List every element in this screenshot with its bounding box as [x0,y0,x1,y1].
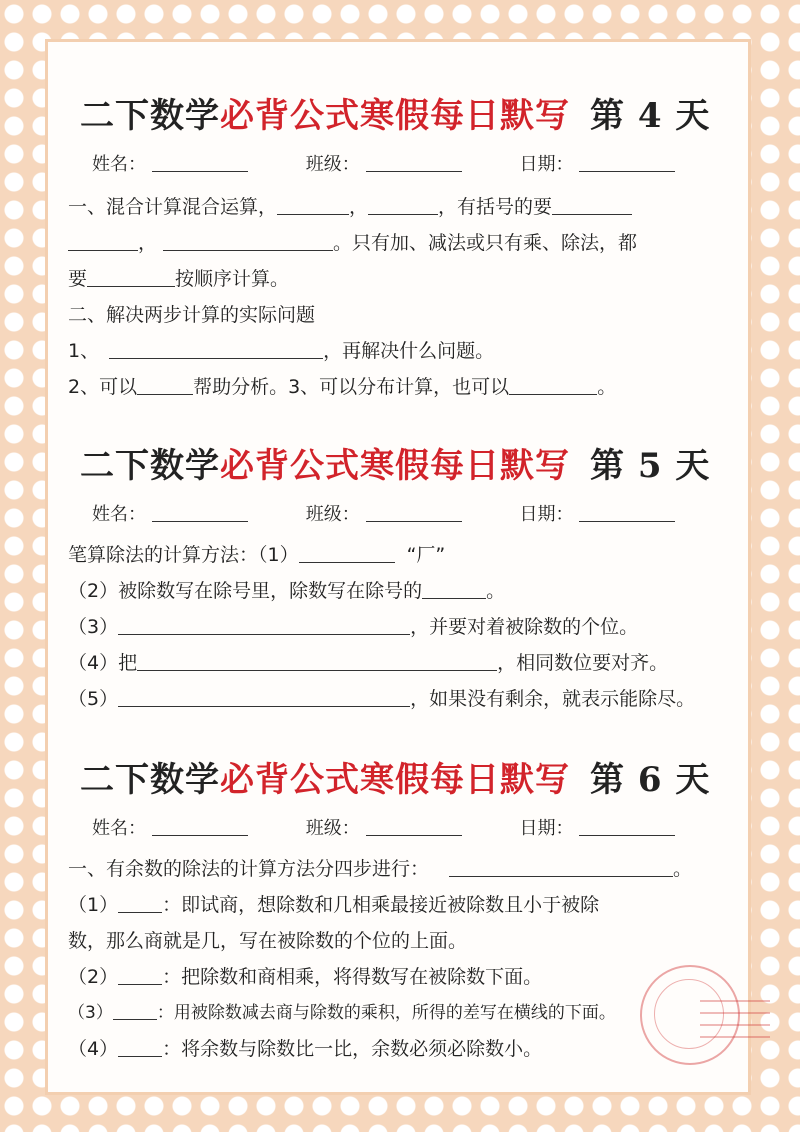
line-text: ：即试商，想除数和几相乘最接近被除数且小于被除 [162,894,600,916]
line-text: 笔算除法的计算方法：（1） [68,544,299,566]
title-day-text: 第 6 天 [590,760,711,800]
postmark-inner-ring [654,979,724,1049]
name-label: 姓名： [92,504,146,525]
fill-blank[interactable] [113,1001,157,1020]
line-text: （2） [68,966,119,988]
date-blank[interactable] [579,817,675,836]
section-6-line-3 [68,926,738,953]
line-text: 1、 [68,340,100,362]
fill-blank[interactable] [552,196,632,215]
fill-blank[interactable] [509,376,597,395]
name-blank[interactable] [152,153,248,172]
name-label: 姓名： [92,154,146,175]
postmark-wave-line [700,1012,770,1014]
line-text: 帮助分析。3、可以分布计算，也可以 [193,376,510,398]
class-blank[interactable] [366,817,462,836]
line-text: （2）被除数写在除号里，除数写在除号的 [68,580,423,602]
postmark-stamp-icon [640,965,740,1065]
line-text: “厂” [406,544,446,566]
section-5-line-2 [68,576,738,603]
name-label: 姓名： [92,818,146,839]
line-text: ，并要对着被除数的个位。 [410,616,639,638]
line-text: 。只有加、减法或只有乘、除法，都 [333,232,638,254]
line-text: ：把除数和商相乘，将得数写在被除数下面。 [162,966,543,988]
title-red-text: 必背公式寒假每日默写 [220,760,570,800]
line-text: （4）把 [68,652,138,674]
fill-blank[interactable] [109,340,323,359]
section-4-line-5 [68,336,738,363]
title-red-text: 必背公式寒假每日默写 [220,96,570,136]
name-blank[interactable] [152,503,248,522]
title-black-text: 二下数学 [80,96,220,136]
section-5-line-5 [68,684,738,711]
line-text: 2、可以 [68,376,138,398]
line-text: 二、解决两步计算的实际问题 [68,304,316,326]
section-6-line-2 [68,890,738,917]
class-label: 班级： [305,504,360,525]
fill-blank[interactable] [68,232,138,251]
line-text: ，相同数位要对齐。 [497,652,669,674]
line-text: 。 [673,858,693,880]
line-text: 一、混合计算混合运算， [68,196,278,218]
date-blank[interactable] [579,503,675,522]
section-4-meta-row [92,150,712,176]
fill-blank[interactable] [449,858,673,877]
fill-blank[interactable] [137,652,497,671]
title-black-text: 二下数学 [80,446,220,486]
line-text: 数，那么商就是几，写在被除数的个位的上面。 [68,930,468,952]
section-4-line-1 [68,192,738,219]
fill-blank[interactable] [368,196,438,215]
section-4-line-6 [68,372,738,399]
title-day-text: 第 5 天 [590,446,711,486]
section-5-line-1 [68,540,738,567]
date-label: 日期： [519,154,574,175]
fill-blank[interactable] [118,1038,162,1057]
line-text: （1） [68,894,119,916]
line-text: ， [138,232,158,254]
date-blank[interactable] [579,153,675,172]
section-5-line-4 [68,648,738,675]
class-label: 班级： [305,154,360,175]
fill-blank[interactable] [299,544,395,563]
name-blank[interactable] [152,817,248,836]
class-blank[interactable] [366,153,462,172]
section-4-line-4 [68,300,738,327]
section-5-title [80,438,740,487]
line-text: 一、有余数的除法的计算方法分四步进行： [68,858,430,880]
fill-blank[interactable] [118,616,410,635]
line-text: （3） [68,1003,113,1023]
postmark-wave-line [700,1000,770,1002]
fill-blank[interactable] [422,580,486,599]
section-6-line-1 [68,854,738,881]
fill-blank[interactable] [87,268,175,287]
fill-blank[interactable] [118,894,162,913]
title-day-text: 第 4 天 [590,96,711,136]
line-text: ，有括号的要 [438,196,553,218]
title-red-text: 必背公式寒假每日默写 [220,446,570,486]
section-5-line-3 [68,612,738,639]
postmark-wave-line [700,1036,770,1038]
line-text: 。 [597,376,617,398]
line-text: 。 [486,580,506,602]
line-text: 要 [68,268,88,290]
postmark-wave-line [700,1024,770,1026]
class-label: 班级： [305,818,360,839]
line-text: ：将余数与除数比一比，余数必须必除数小。 [162,1038,543,1060]
date-label: 日期： [519,818,574,839]
class-blank[interactable] [366,503,462,522]
line-text: （5） [68,688,119,710]
section-4-line-3 [68,264,738,291]
fill-blank[interactable] [118,688,410,707]
line-text: （3） [68,616,119,638]
fill-blank[interactable] [137,376,193,395]
line-text: ， [349,196,369,218]
section-5-meta-row [92,500,712,526]
title-black-text: 二下数学 [80,760,220,800]
section-6-meta-row [92,814,712,840]
section-6-line-4 [68,962,738,989]
line-text: 按顺序计算。 [175,268,290,290]
section-6-line-5 [68,998,738,1023]
fill-blank[interactable] [277,196,349,215]
section-4-title [80,88,740,137]
fill-blank[interactable] [163,232,333,251]
date-label: 日期： [519,504,574,525]
line-text: ，如果没有剩余，就表示能除尽。 [410,688,696,710]
section-6-line-6 [68,1034,738,1061]
line-text: （4） [68,1038,119,1060]
line-text: ：用被除数减去商与除数的乘积，所得的差写在横线的下面。 [156,1003,616,1023]
line-text: ，再解决什么问题。 [323,340,495,362]
section-4-line-2 [68,228,738,255]
section-6-title [80,752,740,801]
fill-blank[interactable] [118,966,162,985]
